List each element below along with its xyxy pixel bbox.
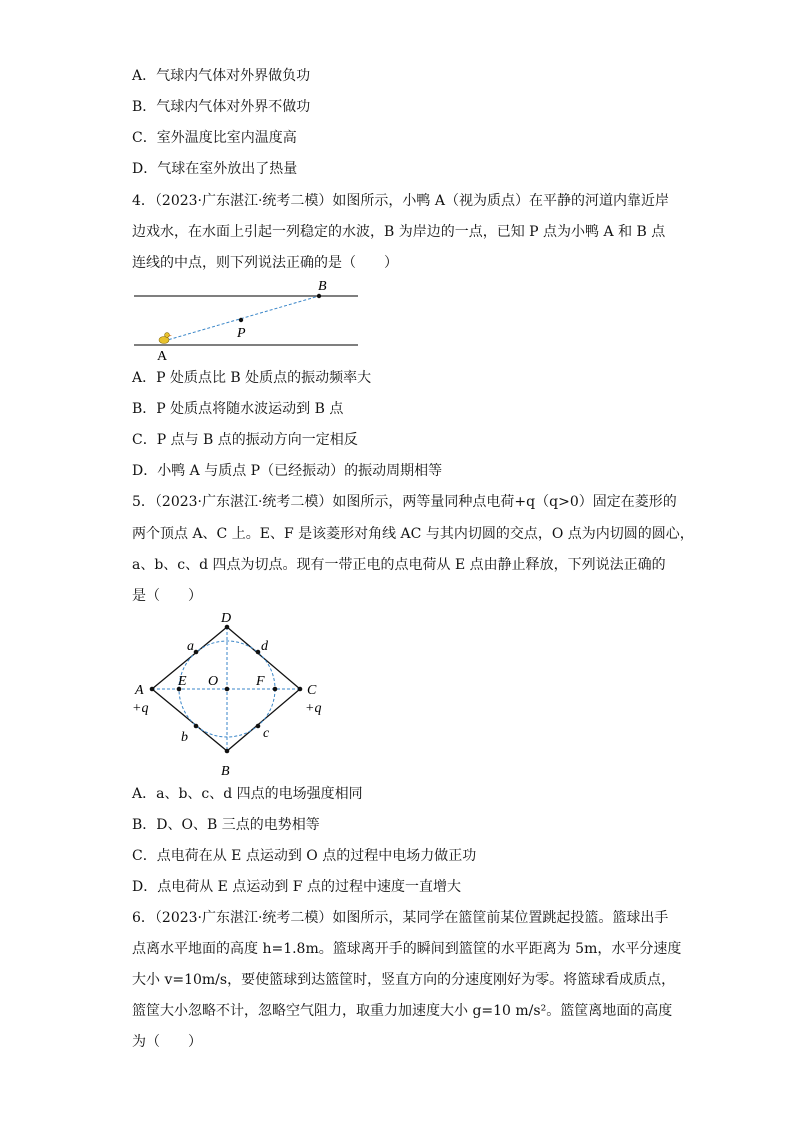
q5-option-d: D．点电荷从 E 点运动到 F 点的过程中速度一直增大: [132, 879, 461, 895]
label-a: A: [135, 683, 144, 698]
label-p: P: [237, 326, 246, 341]
q5-rhombus-figure: [120, 605, 340, 783]
q6-stem-line-1: 6．（2023·广东湛江·统考二模）如图所示，某同学在篮筐前某位置跳起投篮。篮球出手: [132, 910, 669, 926]
label-tangent-a: a: [187, 639, 194, 654]
label-f: F: [256, 674, 265, 689]
q6-stem-line-2: 点离水平地面的高度 h=1.8m。篮球离开手的瞬间到篮筐的水平距离为 5m，水平分速度: [132, 941, 682, 957]
label-q-left: +q: [132, 701, 149, 716]
q5-stem-line-1: 5．（2023·广东湛江·统考二模）如图所示，两等量同种点电荷+q（q>0）固定在菱形的: [132, 494, 677, 510]
dot-tangent-c: [256, 724, 261, 729]
q3-option-b: B．气球内气体对外界不做功: [132, 99, 311, 115]
q6-stem-line-4: 篮筐大小忽略不计，忽略空气阻力，取重力加速度大小 g=10 m/s²。篮筐离地面的高度: [132, 1003, 673, 1019]
q4-option-a: A．P 处质点比 B 处质点的振动频率大: [132, 370, 372, 386]
q5-option-c: C．点电荷在从 E 点运动到 O 点的过程中电场力做正功: [132, 848, 477, 864]
dot-c: [298, 687, 303, 692]
dot-a: [150, 687, 155, 692]
q4-stem-line-1: 4．（2023·广东湛江·统考二模）如图所示，小鸭 A（视为质点）在平静的河道内靠近岸: [132, 193, 669, 209]
label-tangent-d: d: [261, 639, 268, 654]
label-b: B: [318, 279, 327, 294]
dot-tangent-a: [194, 650, 199, 655]
q4-river-figure: [120, 276, 370, 366]
dot-tangent-d: [256, 650, 261, 655]
label-d: D: [221, 611, 232, 626]
q4-stem-line-2: 边戏水，在水面上引起一列稳定的水波，B 为岸边的一点，已知 P 点为小鸭 A 和 B 点: [132, 224, 666, 240]
label-tangent-b: b: [181, 730, 188, 745]
label-q-right: +q: [305, 701, 322, 716]
label-b: B: [221, 764, 230, 779]
q4-option-d: D．小鸭 A 与质点 P（已经振动）的振动周期相等: [132, 463, 443, 479]
label-a: A: [157, 349, 168, 364]
duck-icon: [159, 333, 172, 344]
dot-o: [225, 687, 230, 692]
q3-option-d: D．气球在室外放出了热量: [132, 161, 298, 177]
point-p-dot: [239, 318, 243, 322]
point-b-dot: [317, 294, 321, 298]
dot-f: [273, 687, 278, 692]
q4-option-b: B．P 处质点将随水波运动到 B 点: [132, 401, 344, 417]
q5-stem-line-2: 两个顶点 A、C 上。E、F 是该菱形对角线 AC 与其内切圆的交点，O 点为内切圆的圆心，: [132, 526, 694, 542]
dot-b: [225, 749, 230, 754]
label-c: C: [307, 683, 317, 698]
q4-stem-line-3: 连线的中点，则下列说法正确的是（ ）: [132, 255, 398, 271]
label-tangent-c: c: [263, 726, 270, 741]
q6-stem-line-5: 为（ ）: [132, 1034, 202, 1050]
q6-stem-line-3: 大小 v=10m/s，要使篮球到达篮筐时，竖直方向的分速度刚好为零。将篮球看成质点，: [132, 972, 676, 988]
dot-tangent-b: [194, 724, 199, 729]
q4-option-c: C．P 点与 B 点的振动方向一定相反: [132, 432, 358, 448]
label-e: E: [178, 674, 187, 689]
label-o: O: [208, 674, 219, 689]
q5-option-a: A．a、b、c、d 四点的电场强度相同: [132, 786, 363, 802]
q5-option-b: B．D、O、B 三点的电势相等: [132, 817, 320, 833]
q5-stem-line-4: 是（ ）: [132, 588, 202, 604]
q3-option-a: A．气球内气体对外界做负功: [132, 68, 311, 84]
q3-option-c: C．室外温度比室内温度高: [132, 130, 297, 146]
q5-stem-line-3: a、b、c、d 四点为切点。现有一带正电的点电荷从 E 点由静止释放，下列说法正确的: [132, 557, 666, 573]
